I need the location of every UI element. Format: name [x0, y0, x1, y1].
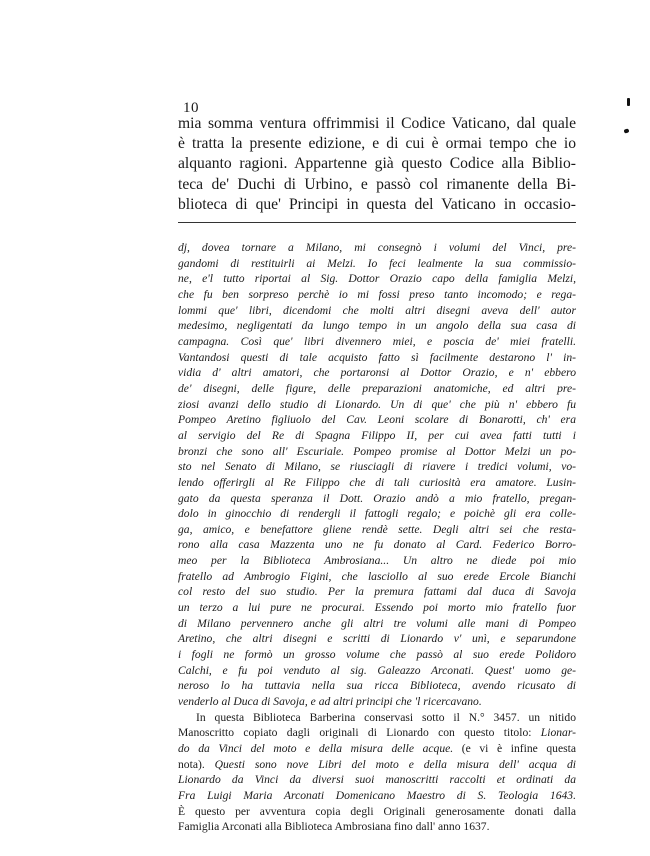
main-text-block: [178, 114, 576, 215]
footnote-line: Vantandosi questi di tale acquisto fatto sì facilmente destarono l' in-: [178, 350, 576, 364]
footnote-line: vidia d' altri amatori, che portaronsi al Dottor Orazio, e n' ebbero: [178, 366, 576, 380]
footnote-line: [178, 757, 576, 773]
footnote-roman-text: È questo per avventura copia degli Originali generosamente donati dalla: [178, 804, 576, 818]
footnote-line: bronzi che sono all' Escuriale. Pompeo promise al Dottor Melzi un po-: [178, 444, 576, 458]
footnote-roman-text: Famiglia Arconati alla Biblioteca Ambrosiana fino dall' anno 1637.: [178, 820, 490, 834]
footnote-line: lendo offerirgli al Re Filippo che di tali curiosità era amatore. Lusin-: [178, 475, 576, 489]
footnote-line: [178, 772, 576, 788]
footnote-line: [178, 741, 576, 757]
footnote-line: ne, e'l tutto riportai al Sig. Dottor Orazio capo della famiglia Melzi,: [178, 272, 576, 286]
main-text-line: è tratta la presente edizione, e di cui è ormai tempo che io: [178, 135, 576, 153]
footnote-line: [178, 788, 576, 804]
footnote-roman-text: Manoscritto copiato dagli originali di Lionardo con questo titolo:: [178, 726, 532, 740]
footnote-line: che fu ben sorpreso perchè io mi fossi preso tanto incomodo; e rega-: [178, 287, 576, 301]
footnote-line: dj, dovea tornare a Milano, mi consegnò i volumi del Vinci, pre-: [178, 241, 576, 254]
footnote-line: rono alla casa Mazzenta uno ne fu donato al Card. Federico Borro-: [178, 538, 576, 552]
page-number: 10: [183, 100, 199, 116]
footnote-line: gandomi di restituirli ai Melzi. Io feci lealmente la sua commissio-: [178, 256, 576, 270]
footnote-line: [178, 725, 576, 741]
footnote-line: lommi que' libri, dicendomi che molti altri disegni aveva dell' autor: [178, 303, 576, 317]
footnote-block: [178, 240, 576, 835]
footnote-roman-text: (e vi è infine questa: [453, 742, 576, 755]
footnote-line: ga, amico, e benefattore gliene rendè sette. Degli altri sei che resta-: [178, 522, 576, 536]
footnote-line: col resto del suo studio. Per la premura fattami dal duca di Savoja: [178, 585, 576, 599]
footnote-line: meo per la Biblioteca Ambrosiana... Un altro ne diede poi mio: [178, 554, 576, 568]
footnote-line: un terzo a lui pure ne procurai. Essendo poi morto mio fratello fuor: [178, 601, 576, 615]
footnote-line: di Milano pervennero anche gli altri tre volumi alle mani di Pompeo: [178, 616, 576, 630]
footnote-italic-text: Fra Luigi Maria Arconati Domenicano Maestro di S. Teologia 1643.: [178, 788, 576, 802]
footnote-line: campagna. Così que' libri divennero miei, e poscia de' miei fratelli.: [178, 334, 576, 348]
footnote-line: [178, 804, 576, 820]
footnote-line: gato da questa speranza il Dott. Orazio andò a mio fratello, pregan-: [178, 491, 576, 505]
footnote-line: [178, 819, 576, 835]
footnote-line: [178, 710, 576, 726]
footnote-line: sto nel Senato di Milano, se riusciagli di riavere i tredici volumi, vo-: [178, 460, 576, 474]
footnote-line: de' disegni, delle figure, delle preparazioni anatomiche, ed altri pre-: [178, 381, 576, 395]
footnote-divider: [178, 222, 576, 223]
main-text-line: mia somma ventura offrimmisi il Codice Vaticano, dal quale: [178, 115, 576, 132]
footnote-line: i fogli ne formò un grosso volume che passò al suo erede Polidoro: [178, 648, 576, 662]
footnote-line: medesimo, negligentati da lungo tempo in un angolo della sua casa di: [178, 319, 576, 333]
footnote-italic-text: Lionar-: [531, 726, 576, 740]
margin-ink-mark: [627, 98, 630, 106]
main-text-line: blioteca di que' Principi in questa del Vaticano in occasio-: [178, 195, 576, 213]
footnote-roman-text: nota).: [178, 757, 205, 771]
footnote-line: venderlo al Duca di Savoja, e ad altri principi che 'l ricercavano.: [178, 695, 482, 709]
footnote-line: fratello ad Ambrogio Figini, che lasciollo al suo erede Ercole Bianchi: [178, 569, 576, 583]
footnote-italic-text: Questi sono nove Libri del moto e della misura dell' acqua di: [204, 757, 576, 771]
footnote-line: al servigio del Re di Spagna Filippo II, per cui avea fatti tutti i: [178, 428, 576, 442]
footnote-line: Aretino, che altri disegni e scritti di Lionardo v' unì, e separundone: [178, 632, 576, 646]
margin-ink-mark: [623, 128, 629, 133]
footnote-italic-text: do da Vinci del moto e della misura delle acque.: [178, 742, 454, 755]
footnote-line: dolo in ginocchio di rendergli il fattogli regalo; e poichè gli era colle-: [178, 507, 576, 521]
footnote-italic-text: Lionardo da Vinci da diversi suoi manoscritti raccolti et ordinati da: [178, 773, 576, 787]
footnote-roman-text: In questa Biblioteca Barberina conservasi sotto il N.° 3457. un nitido: [196, 710, 576, 724]
main-text-line: teca de' Duchi di Urbino, e passò col rimanente della Bi-: [178, 175, 576, 193]
footnote-line: ziosi avanzi dello studio di Lionardo. Un di que' che più n' ebbero fu: [178, 397, 576, 411]
footnote-line: Pompeo Aretino figliuolo del Cav. Leoni scolare di Bonarotti, ch' era: [178, 413, 576, 427]
footnote-line: Calchi, e fu poi venduto al sig. Galeazzo Arconati. Quest' uomo ge-: [178, 663, 576, 677]
main-text-line: alquanto ragioni. Appartenne già questo Codice alla Biblio-: [178, 155, 576, 173]
footnote-line: neroso lo ha tuttavia nella sua ricca Biblioteca, avendo ricusato di: [178, 679, 576, 693]
